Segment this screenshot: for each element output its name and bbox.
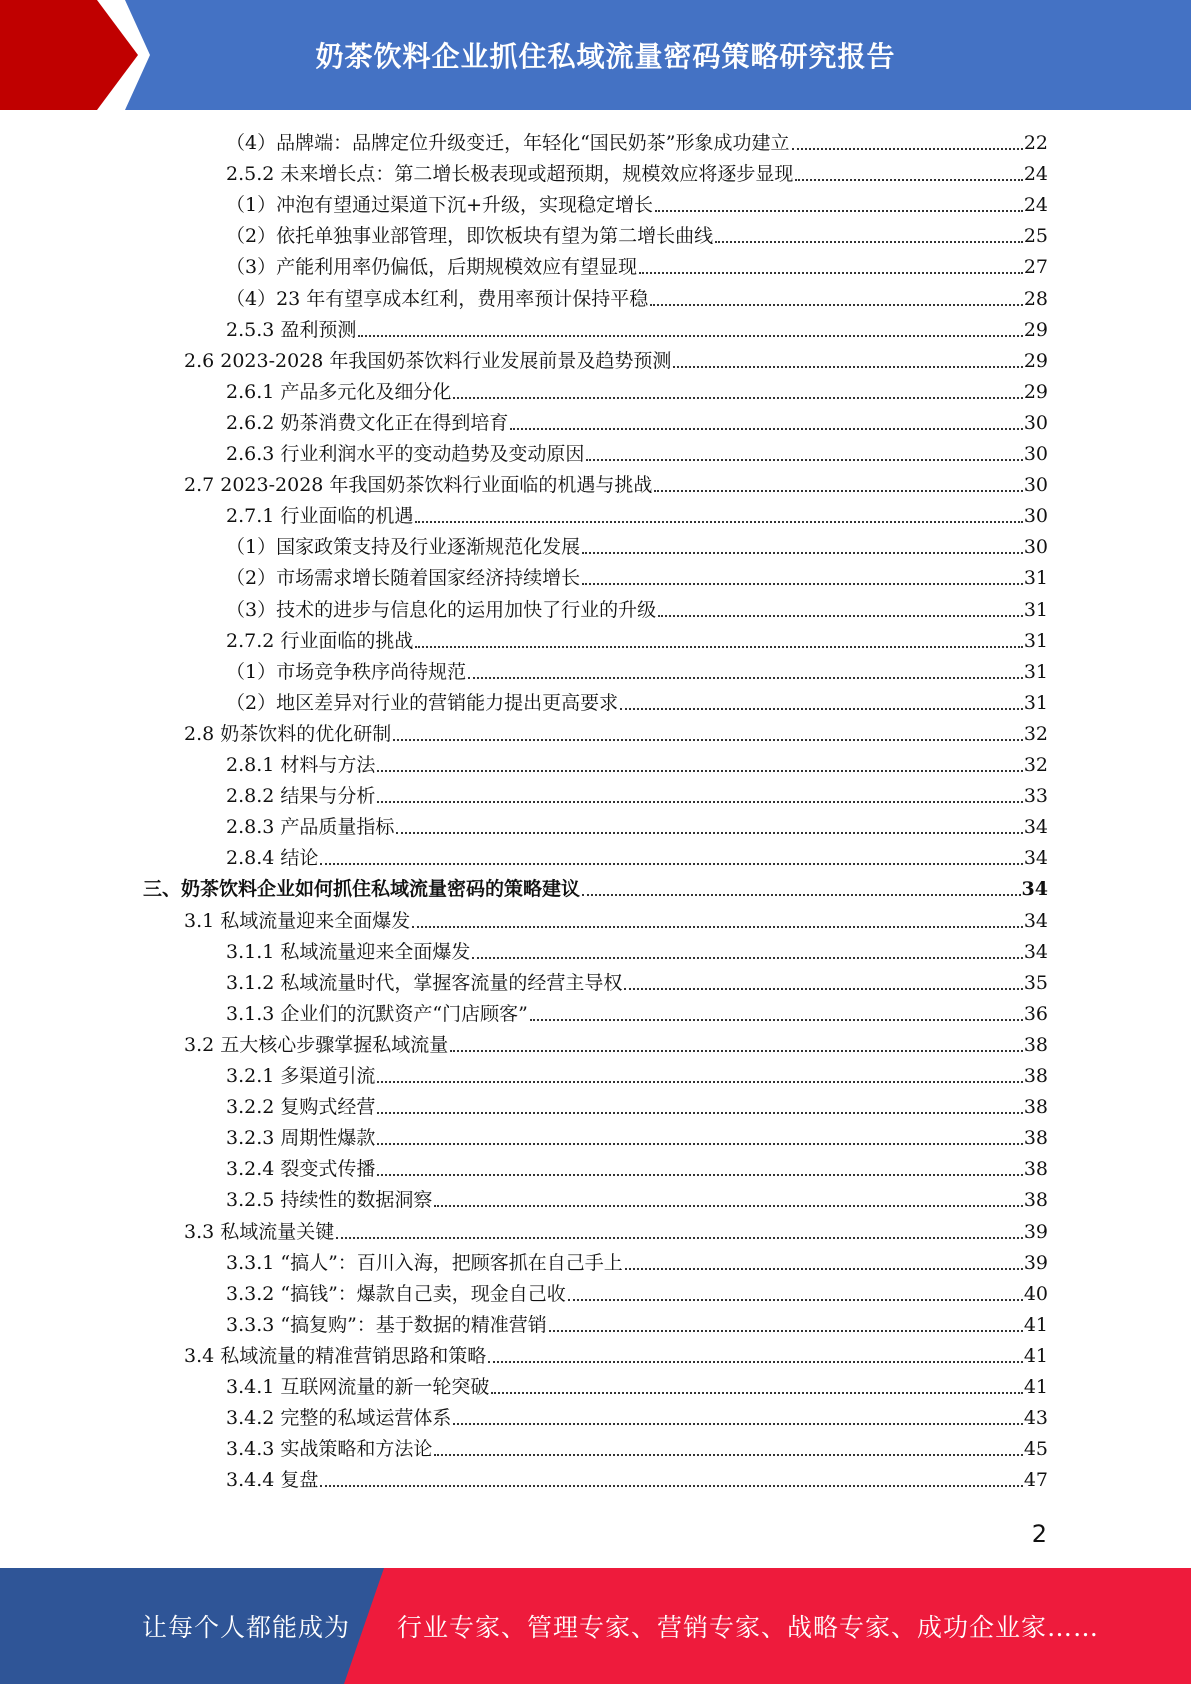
toc-entry[interactable]	[226, 966, 1048, 997]
toc-dot-leader	[415, 521, 1022, 523]
toc-dot-leader	[377, 1174, 1022, 1176]
toc-dot-leader	[620, 708, 1023, 710]
toc-entry[interactable]	[226, 655, 1048, 686]
toc-entry[interactable]	[226, 1432, 1048, 1463]
toc-entry-title: （1）国家政策支持及行业逐渐规范化发展	[226, 536, 581, 559]
toc-entry-page: 29	[1023, 349, 1048, 372]
toc-dot-leader	[434, 1205, 1022, 1207]
toc-entry-title: （4）23 年有望享成本红利，费用率预计保持平稳	[226, 287, 649, 310]
toc-dot-leader	[488, 1361, 1023, 1363]
toc-entry-title: （3）产能利用率仍偏低，后期规模效应有望显现	[226, 256, 638, 279]
toc-entry[interactable]	[226, 1183, 1048, 1214]
toc-entry-title: 2.8.3 产品质量指标	[226, 816, 395, 839]
toc-entry-title: 2.6.2 奶茶消费文化正在得到培育	[226, 411, 509, 434]
toc-entry-title: 3.4.4 复盘	[226, 1469, 319, 1492]
toc-entry[interactable]	[226, 219, 1048, 250]
toc-dot-leader	[510, 428, 1022, 430]
toc-dot-leader	[530, 1019, 1023, 1021]
toc-entry-page: 41	[1023, 1344, 1048, 1367]
toc-dot-leader	[377, 1081, 1022, 1083]
toc-entry-page: 38	[1023, 1189, 1048, 1212]
toc-entry-page: 41	[1023, 1313, 1048, 1336]
toc-entry[interactable]	[226, 624, 1048, 655]
toc-entry-page: 29	[1023, 380, 1048, 403]
toc-entry-page: 39	[1023, 1251, 1048, 1274]
toc-dot-leader	[320, 1485, 1022, 1487]
toc-entry-page: 30	[1023, 536, 1048, 559]
toc-entry-title: 2.5.2 未来增长点：第二增长极表现或超预期，规模效应将逐步显现	[226, 163, 794, 186]
toc-dot-leader	[377, 1112, 1022, 1114]
toc-entry[interactable]	[226, 375, 1048, 406]
toc-entry-title: 3.4 私域流量的精准营销思路和策略	[184, 1344, 487, 1367]
toc-entry-page: 41	[1023, 1376, 1048, 1398]
toc-entry[interactable]	[184, 717, 1048, 748]
toc-entry-title: 3.3.3 “搞复购”：基于数据的精准营销	[226, 1313, 547, 1336]
toc-entry-title: （4）品牌端：品牌定位升级变迁，年轻化“国民奶茶”形象成功建立	[226, 132, 790, 154]
toc-entry-title: 2.6.1 产品多元化及细分化	[226, 380, 452, 403]
toc-dot-leader	[453, 1423, 1022, 1425]
toc-entry-page: 27	[1023, 256, 1048, 279]
toc-entry-title: 3.2.4 裂变式传播	[226, 1158, 376, 1181]
toc-dot-leader	[472, 957, 1022, 959]
toc-entry-page: 38	[1023, 1096, 1048, 1119]
toc-entry-page: 39	[1023, 1220, 1048, 1243]
toc-entry-title: 2.8 奶茶饮料的优化研制	[184, 722, 392, 745]
toc-dot-leader	[358, 335, 1022, 337]
toc-entry[interactable]	[226, 530, 1048, 561]
toc-entry-page: 34	[1023, 847, 1048, 870]
toc-entry-title: 3.2.2 复购式经营	[226, 1096, 376, 1119]
footer-slogan-left: 让每个人都能成为	[142, 1613, 351, 1642]
toc-entry-title: 3.1.1 私域流量迎来全面爆发	[226, 940, 471, 963]
toc-dot-leader	[673, 366, 1022, 368]
toc-entry-page: 31	[1023, 598, 1048, 621]
toc-entry-page: 34	[1023, 816, 1048, 839]
toc-entry-page: 30	[1023, 505, 1048, 528]
toc-entry-title: （3）技术的进步与信息化的运用加快了行业的升级	[226, 598, 657, 621]
toc-dot-leader	[624, 988, 1022, 990]
toc-entry[interactable]	[226, 313, 1048, 344]
toc-dot-leader	[336, 1237, 1023, 1239]
toc-entry[interactable]	[226, 282, 1048, 313]
toc-dot-leader	[320, 863, 1022, 865]
toc-dot-leader	[582, 552, 1023, 554]
toc-entry-page: 38	[1023, 1127, 1048, 1150]
toc-entry[interactable]	[226, 561, 1048, 592]
toc-entry-page: 24	[1023, 163, 1048, 186]
toc-entry-title: 2.8.4 结论	[226, 847, 319, 870]
toc-entry-page: 22	[1023, 132, 1048, 154]
toc-entry[interactable]	[184, 1215, 1048, 1246]
toc-entry-page: 28	[1023, 287, 1048, 310]
toc-entry[interactable]	[226, 1463, 1048, 1494]
toc-entry-page: 31	[1023, 629, 1048, 652]
toc-entry-page: 30	[1023, 443, 1048, 465]
toc-dot-leader	[393, 739, 1023, 741]
toc-entry-page: 31	[1023, 660, 1048, 683]
toc-entry-title: 2.5.3 盈利预测	[226, 318, 357, 341]
toc-dot-leader	[650, 304, 1023, 306]
toc-entry[interactable]	[226, 1401, 1048, 1432]
toc-entry-title: 2.6.3 行业利润水平的变动趋势及变动原因	[226, 443, 585, 465]
report-title: 奶茶饮料企业抓住私域流量密码策略研究报告	[315, 40, 896, 73]
toc-entry[interactable]	[143, 872, 1048, 903]
toc-entry-title: 2.7.1 行业面临的机遇	[226, 505, 414, 528]
toc-entry[interactable]	[226, 157, 1048, 188]
toc-dot-leader	[655, 210, 1023, 212]
toc-entry[interactable]	[226, 686, 1048, 717]
toc-entry-title: 3.1 私域流量迎来全面爆发	[184, 909, 411, 932]
toc-entry[interactable]	[226, 841, 1048, 872]
toc-entry[interactable]	[184, 904, 1048, 935]
toc-entry-title: 2.6 2023-2028 年我国奶茶饮料行业发展前景及趋势预测	[184, 349, 672, 372]
toc-entry-title: （2）依托单独事业部管理，即饮板块有望为第二增长曲线	[226, 225, 714, 248]
toc-entry[interactable]	[226, 935, 1048, 966]
toc-entry-page: 29	[1023, 318, 1048, 341]
toc-dot-leader	[582, 894, 1021, 896]
toc-entry[interactable]	[226, 593, 1048, 624]
toc-dot-leader	[377, 770, 1022, 772]
toc-entry-title: 3.2.5 持续性的数据洞察	[226, 1189, 433, 1212]
toc-entry[interactable]	[226, 1277, 1048, 1308]
toc-entry-title: 2.8.1 材料与方法	[226, 754, 376, 776]
toc-dot-leader	[434, 1454, 1022, 1456]
toc-entry-title: 3.4.1 互联网流量的新一轮突破	[226, 1376, 490, 1398]
toc-entry-page: 38	[1023, 1033, 1048, 1056]
toc-entry-title: 3.4.2 完整的私域运营体系	[226, 1407, 452, 1430]
toc-dot-leader	[658, 615, 1023, 617]
toc-entry-page: 45	[1023, 1438, 1048, 1461]
toc-entry[interactable]	[226, 499, 1048, 530]
toc-entry-page: 47	[1023, 1469, 1048, 1492]
toc-dot-leader	[450, 1050, 1023, 1052]
toc-entry-page: 30	[1023, 474, 1048, 497]
toc-entry-title: 3.2.1 多渠道引流	[226, 1065, 376, 1087]
toc-entry-page: 34	[1023, 909, 1048, 932]
toc-dot-leader	[586, 459, 1022, 461]
toc-dot-leader	[491, 1392, 1022, 1394]
toc-entry-title: （2）地区差异对行业的营销能力提出更高要求	[226, 691, 619, 714]
toc-dot-leader	[625, 1268, 1023, 1270]
toc-entry-title: 3.1.2 私域流量时代，掌握客流量的经营主导权	[226, 971, 623, 994]
toc-entry-page: 30	[1023, 411, 1048, 434]
toc-dot-leader	[377, 801, 1022, 803]
toc-dot-leader	[582, 583, 1023, 585]
toc-entry[interactable]	[226, 1090, 1048, 1121]
toc-entry[interactable]	[184, 468, 1048, 499]
report-footer	[0, 1568, 1191, 1684]
toc-entry[interactable]	[226, 250, 1048, 281]
toc-dot-leader	[792, 148, 1023, 150]
toc-entry-title: 2.8.2 结果与分析	[226, 785, 376, 808]
toc-dot-leader	[412, 926, 1023, 928]
toc-entry[interactable]	[226, 1246, 1048, 1277]
toc-entry[interactable]	[226, 810, 1048, 841]
toc-entry-title: 3.3.1 “搞人”：百川入海，把顾客抓在自己手上	[226, 1251, 623, 1274]
toc-dot-leader	[396, 832, 1022, 834]
toc-entry[interactable]	[184, 344, 1048, 375]
toc-entry[interactable]	[226, 997, 1048, 1028]
toc-entry[interactable]	[226, 188, 1048, 219]
toc-entry[interactable]	[226, 1152, 1048, 1183]
toc-entry-page: 25	[1023, 225, 1048, 248]
toc-entry-page: 32	[1023, 722, 1048, 745]
toc-entry-page: 38	[1023, 1158, 1048, 1181]
footer-slogan-right: 行业专家、管理专家、营销专家、战略专家、成功企业家……	[397, 1613, 1100, 1642]
toc-entry[interactable]	[184, 1028, 1048, 1059]
toc-dot-leader	[453, 397, 1022, 399]
toc-entry-page: 31	[1023, 567, 1048, 590]
toc-entry-title: （1）市场竞争秩序尚待规范	[226, 660, 467, 683]
toc-entry-page: 43	[1023, 1407, 1048, 1430]
toc-entry-title: 3.3 私域流量关键	[184, 1220, 335, 1243]
toc-entry-title: 2.7.2 行业面临的挑战	[226, 629, 414, 652]
toc-entry-title: 3.4.3 实战策略和方法论	[226, 1438, 433, 1461]
toc-dot-leader	[549, 1330, 1023, 1332]
toc-entry-title: 3.2.3 周期性爆款	[226, 1127, 376, 1150]
toc-entry[interactable]	[226, 437, 1048, 468]
toc-entry-title: 3.3.2 “搞钱”：爆款自己卖，现金自己收	[226, 1282, 566, 1305]
toc-dot-leader	[415, 646, 1022, 648]
toc-entry-title: （1）冲泡有望通过渠道下沉+升级，实现稳定增长	[226, 194, 654, 217]
toc-entry-title: 三、奶茶饮料企业如何抓住私域流量密码的策略建议	[143, 878, 581, 901]
toc-dot-leader	[377, 1143, 1022, 1145]
toc-entry-title: （2）市场需求增长随着国家经济持续增长	[226, 567, 581, 590]
toc-dot-leader	[639, 272, 1023, 274]
toc-entry-page: 31	[1023, 691, 1048, 714]
toc-dot-leader	[468, 677, 1023, 679]
toc-entry-title: 3.2 五大核心步骤掌握私域流量	[184, 1033, 449, 1056]
toc-entry-page: 34	[1023, 940, 1048, 963]
toc-entry-page: 32	[1023, 754, 1048, 776]
toc-entry[interactable]	[226, 126, 1048, 157]
page-number: 2	[1031, 1520, 1047, 1548]
toc-entry[interactable]	[226, 1308, 1048, 1339]
toc-entry[interactable]	[226, 1121, 1048, 1152]
toc-entry-title: 2.7 2023-2028 年我国奶茶饮料行业面临的机遇与挑战	[184, 474, 653, 497]
toc-entry-page: 38	[1023, 1065, 1048, 1087]
toc-dot-leader	[568, 1299, 1023, 1301]
report-header	[0, 0, 1191, 110]
toc-entry[interactable]	[226, 748, 1048, 779]
toc-dot-leader	[715, 241, 1023, 243]
toc-entry-page: 36	[1023, 1002, 1048, 1025]
toc-entry-title: 3.1.3 企业们的沉默资产“门店顾客”	[226, 1002, 528, 1025]
toc-dot-leader	[795, 179, 1022, 181]
toc-entry[interactable]	[226, 406, 1048, 437]
toc-entry-page: 40	[1023, 1282, 1048, 1305]
toc-entry[interactable]	[226, 1059, 1048, 1090]
toc-dot-leader	[654, 490, 1022, 492]
toc-entry-page: 33	[1023, 785, 1048, 808]
toc-entry[interactable]	[184, 1339, 1048, 1370]
toc-entry-page: 35	[1023, 971, 1048, 994]
toc-entry-page: 34	[1021, 878, 1048, 901]
toc-entry[interactable]	[226, 1370, 1048, 1401]
toc-entry[interactable]	[226, 779, 1048, 810]
toc-entry-page: 24	[1023, 194, 1048, 217]
